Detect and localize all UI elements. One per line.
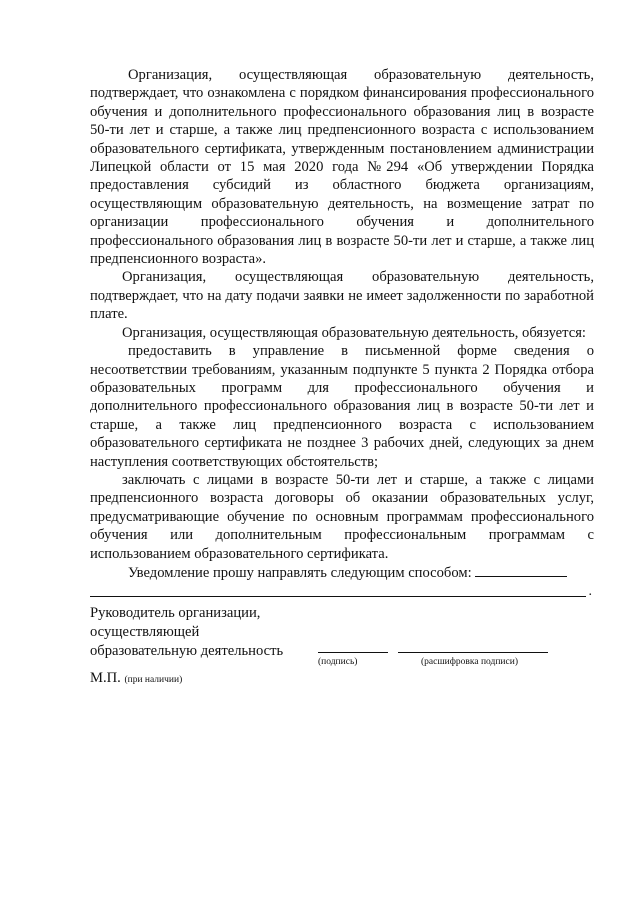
name-transcript-blank [398,640,548,653]
notice-method-blank-line [90,582,592,600]
name-transcript-caption: (расшифровка подписи) [421,657,518,667]
signature-title-line2: осуществляющей [90,624,200,640]
notice-paragraph [90,563,594,582]
signature-caption: (подпись) [318,657,358,667]
stamp-note: (при наличии) [124,675,183,685]
paragraph-obligations-intro: Организация, осуществляющая образовательную деятельность, обязуется: [122,324,586,341]
paragraph-obligation-contracts: заключать с лицами в возрасте 50-ти лет и старше, а также с лицами предпенсионного возраста договоры об оказании образовательных услуг, предусматривающие обучение по основным программам профессионального обучения или дополнительным профессиональным программам с использованием образовательного сертификата. [90,471,594,562]
signature-title-line3: образовательную деятельность [90,643,284,659]
paragraph-obligation-report: предоставить в управление в письменной форме сведения о несоответствии требованиям, указанным подпункте 5 пункта 2 Порядка отбора образовательных программ для профессионального обучения и дополнительного профессионального образования лиц в возрасте 50-ти лет и старше, а также лиц предпенсионного возраста с использованием образовательного сертификата не позднее 3 рабочих дней, следующих за днем наступления соответствующих обстоятельств; [90,343,594,470]
signature-blank [318,640,388,653]
paragraph-acknowledgement: Организация, осуществляющая образовательную деятельность, подтверждает, что ознакомлена с порядком финансирования профессионального обучения и дополнительного профессионального образования лиц в возрасте 50-ти лет и старше, а также лиц предпенсионного возраста с использованием образовательного сертификата, утвержденным постановлением администрации Липецкой области от 15 мая 2020 года №294 «Об утверждении Порядка предоставления субсидий из областного бюджета организациям, осуществляющим образовательную деятельность, на возмещение затрат по организации профессионального обучения и дополнительного профессионального образования лиц в возрасте 50-ти лет и старше, а также лиц предпенсионного возраста». [90,67,594,268]
notice-end-mark: . [588,584,592,600]
document-body [90,66,594,600]
stamp-place [90,670,182,687]
stamp-label: М.П. [90,670,121,686]
signature-title-line1: Руководитель организации, [90,605,261,621]
notice-text: Уведомление прошу направлять следующим способом: [128,564,472,581]
paragraph-no-debt: Организация, осуществляющая образовательную деятельность, подтверждает, что на дату подачи заявки не имеет задолженности по заработной плате. [90,269,594,323]
notice-method-blank [475,563,567,577]
